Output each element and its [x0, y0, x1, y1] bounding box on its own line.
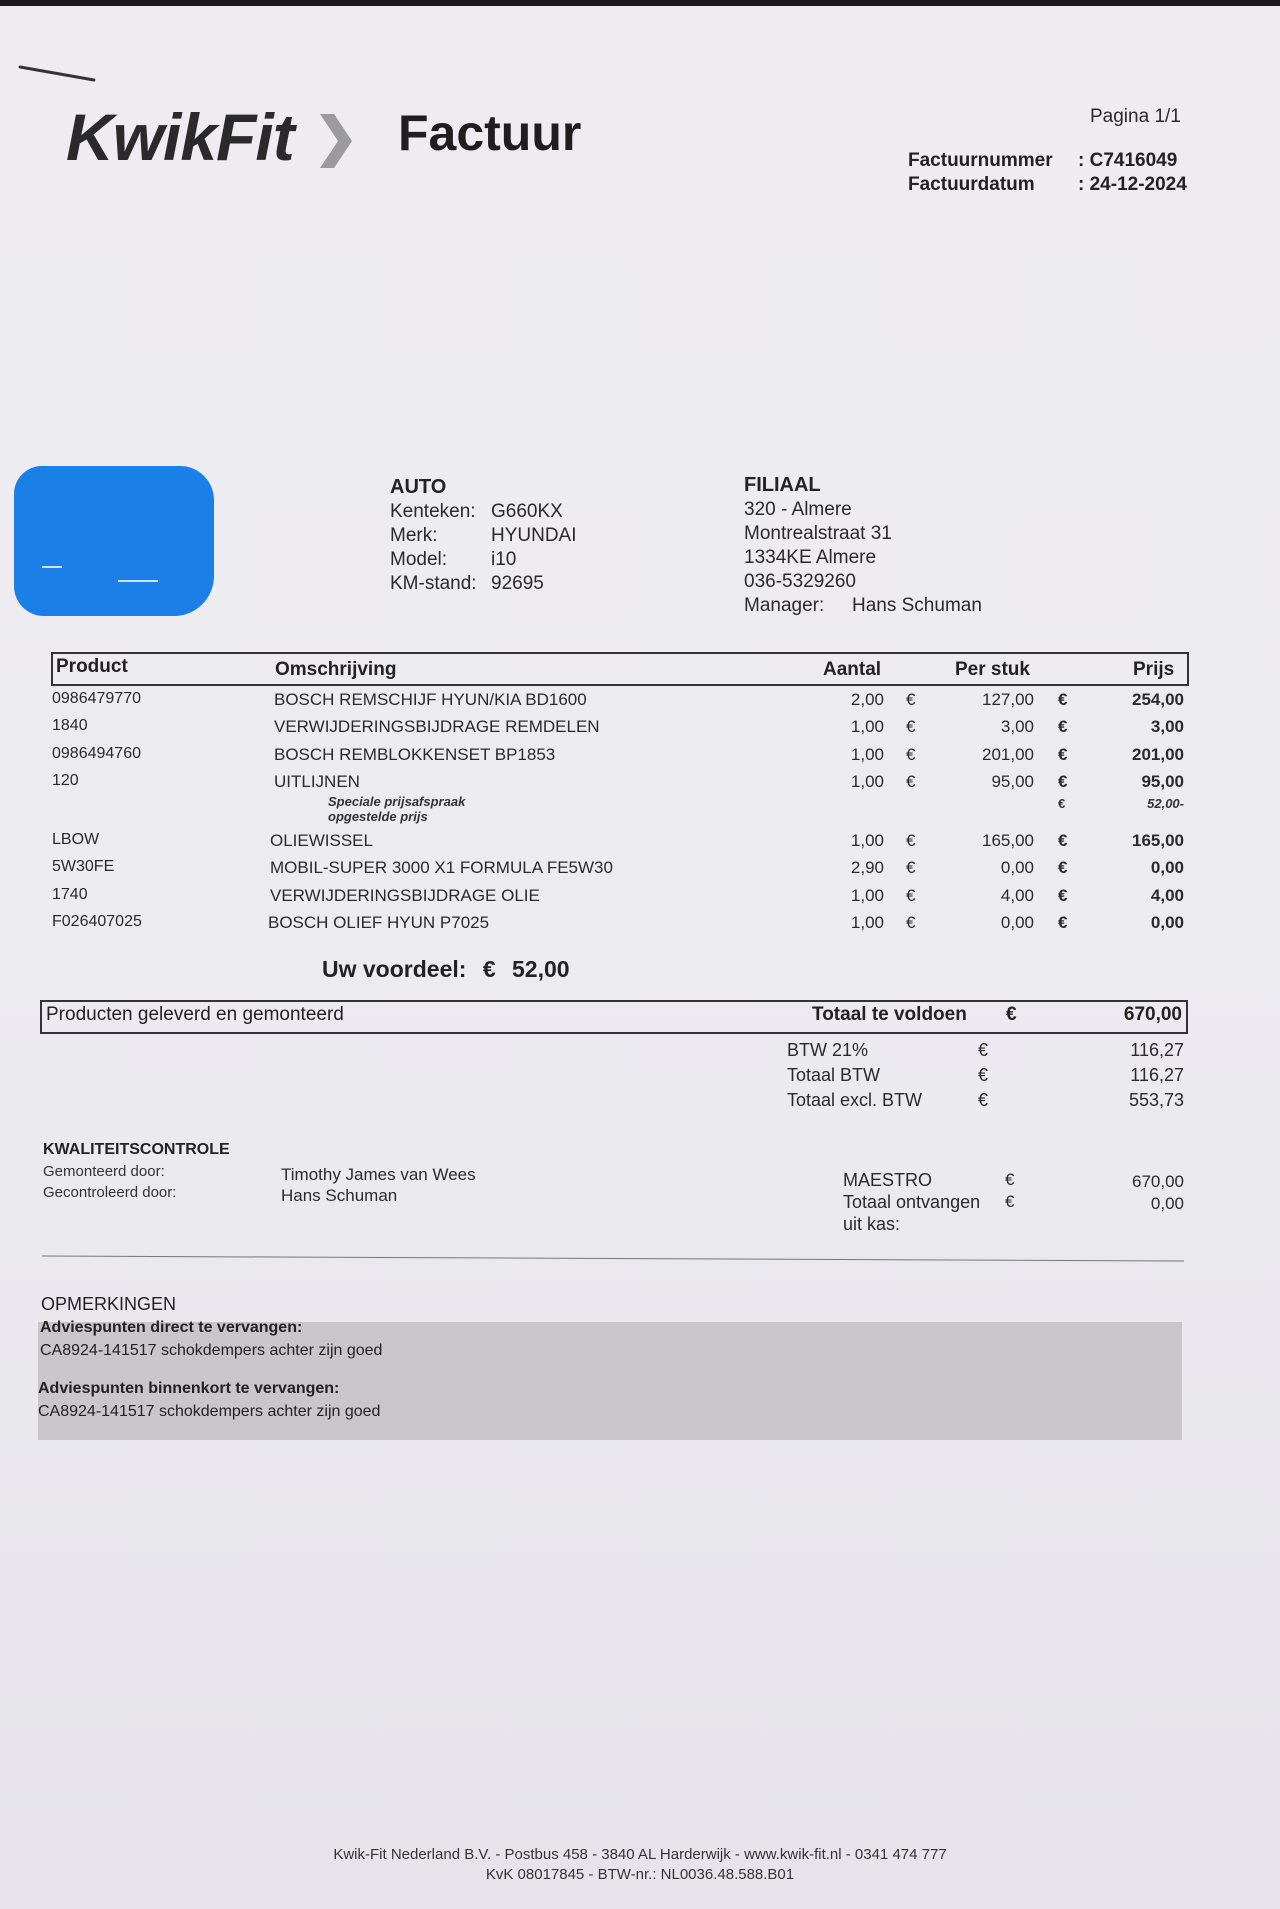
car-make: HYUNDAI	[491, 525, 577, 546]
advice-soon-label: Adviespunten binnenkort te vervangen:	[38, 1380, 340, 1397]
footer-address: Kwik-Fit Nederland B.V. - Postbus 458 - 3840 AL Harderwijk - www.kwik-fit.nl - 0341 474 777	[333, 1846, 947, 1863]
quantity: 1,00	[850, 717, 884, 736]
advice-direct-text: CA8924-141517 schokdempers achter zijn goed	[40, 1342, 383, 1359]
table-row	[0, 690, 1280, 714]
quantity: 1,00	[850, 886, 884, 905]
currency: €	[978, 1065, 989, 1085]
auto-field-label: KM-stand:	[390, 573, 477, 594]
quantity: 2,00	[850, 690, 884, 709]
currency: €	[1058, 690, 1068, 709]
mounted-by: Timothy James van Wees	[281, 1165, 476, 1184]
product-description: BOSCH REMSCHIJF HYUN/KIA BD1600	[274, 690, 587, 709]
table-row	[0, 745, 1280, 769]
received-label: uit kas:	[843, 1214, 901, 1234]
currency: €	[1005, 1192, 1015, 1211]
auto-field-label: Model:	[390, 549, 448, 570]
currency: €	[1058, 772, 1068, 791]
unit-price: 4,00	[1000, 886, 1034, 905]
product-code: 1740	[52, 886, 88, 903]
unit-price: 0,00	[1000, 913, 1034, 932]
line-price: 95,00	[1141, 772, 1184, 791]
table-row	[0, 717, 1280, 741]
received-amount: 0,00	[1150, 1194, 1184, 1213]
received-label: Totaal ontvangen	[843, 1192, 981, 1212]
divider	[42, 1256, 1184, 1262]
line-price: 0,00	[1150, 913, 1184, 932]
total-label: Totaal te voldoen	[812, 1004, 967, 1025]
currency: €	[978, 1040, 989, 1060]
invoice-date-label: Factuurdatum	[908, 174, 1035, 195]
special-price-note: opgestelde prijs	[328, 809, 428, 824]
unit-price: 165,00	[982, 831, 1034, 850]
currency: €	[482, 956, 496, 982]
discount-amount: 52,00-	[1147, 796, 1184, 811]
pen-mark	[18, 65, 95, 81]
redacted-customer-address	[14, 466, 214, 616]
line-price: 0,00	[1150, 858, 1184, 877]
currency: €	[906, 913, 916, 932]
quantity: 1,00	[850, 772, 884, 791]
line-price: 201,00	[1132, 745, 1184, 764]
product-code: 0986479770	[52, 690, 141, 707]
product-code: 120	[52, 772, 79, 789]
advice-direct-label: Adviespunten direct te vervangen:	[40, 1319, 303, 1336]
unit-price: 95,00	[991, 772, 1034, 791]
currency: €	[978, 1090, 989, 1110]
payment-amount: 670,00	[1132, 1172, 1184, 1191]
table-row	[0, 886, 1280, 910]
currency: €	[906, 690, 916, 709]
manager-name: Hans Schuman	[852, 595, 982, 616]
auto-heading: AUTO	[390, 476, 447, 498]
advantage-label: Uw voordeel:	[322, 956, 467, 982]
col-price: Prijs	[1133, 659, 1175, 680]
product-code: LBOW	[52, 831, 100, 848]
auto-field-label: Kenteken:	[390, 501, 476, 522]
currency: €	[1058, 858, 1068, 877]
currency: €	[1058, 717, 1068, 736]
chevron-right-icon	[318, 112, 354, 170]
currency: €	[906, 886, 916, 905]
branch-line: Montrealstraat 31	[744, 523, 892, 544]
total-amount: 670,00	[1123, 1004, 1182, 1025]
currency: €	[1058, 796, 1066, 811]
branch-phone: 036-5329260	[744, 571, 856, 592]
footer-registration: KvK 08017845 - BTW-nr.: NL0036.48.588.B01	[485, 1866, 795, 1883]
table-header	[51, 652, 1189, 686]
mounted-by-label: Gemonteerd door:	[43, 1163, 165, 1180]
remarks-heading: OPMERKINGEN	[41, 1294, 177, 1314]
manager-label: Manager:	[744, 595, 825, 616]
checked-by-label: Gecontroleerd door:	[43, 1184, 177, 1201]
vat-amount: 116,27	[1130, 1040, 1184, 1060]
unit-price: 127,00	[982, 690, 1034, 709]
excl-vat-label: Totaal excl. BTW	[787, 1090, 923, 1110]
currency: €	[906, 717, 916, 736]
col-unit-price: Per stuk	[955, 659, 1030, 680]
excl-vat-amount: 553,73	[1128, 1090, 1184, 1110]
line-price: 4,00	[1150, 886, 1184, 905]
product-code: 5W30FE	[52, 858, 115, 875]
line-price: 165,00	[1132, 831, 1184, 850]
unit-price: 201,00	[982, 745, 1034, 764]
payment-method: MAESTRO	[843, 1170, 933, 1190]
kwikfit-logo: KwikFit	[66, 100, 294, 174]
total-vat-label: Totaal BTW	[787, 1065, 881, 1085]
license-plate: G660KX	[491, 501, 563, 522]
table-row	[0, 772, 1280, 796]
total-bar	[40, 1000, 1188, 1034]
unit-price: 3,00	[1000, 717, 1034, 736]
auto-field-label: Merk:	[390, 525, 438, 546]
product-code: F026407025	[52, 913, 142, 930]
odometer: 92695	[491, 573, 544, 594]
currency: €	[906, 745, 916, 764]
line-price: 3,00	[1150, 717, 1184, 736]
quality-heading: KWALITEITSCONTROLE	[43, 1141, 230, 1158]
quantity: 1,00	[850, 913, 884, 932]
table-row	[0, 858, 1280, 882]
invoice-date: : 24-12-2024	[1078, 174, 1187, 195]
page-title: Factuur	[398, 105, 582, 161]
currency: €	[906, 831, 916, 850]
car-model: i10	[491, 549, 517, 570]
currency: €	[1006, 1004, 1017, 1025]
scan-top-edge	[0, 0, 1280, 6]
currency: €	[906, 772, 916, 791]
table-row	[0, 913, 1280, 937]
currency: €	[906, 858, 916, 877]
unit-price: 0,00	[1000, 858, 1034, 877]
page-number: Pagina 1/1	[1090, 106, 1181, 127]
delivery-note: Producten geleverd en gemonteerd	[46, 1004, 344, 1025]
product-description: VERWIJDERINGSBIJDRAGE OLIE	[270, 886, 540, 905]
branch-heading: FILIAAL	[744, 474, 821, 496]
quantity: 1,00	[850, 745, 884, 764]
product-code: 0986494760	[52, 745, 141, 762]
currency: €	[1058, 831, 1068, 850]
product-description: VERWIJDERINGSBIJDRAGE REMDELEN	[274, 717, 600, 736]
table-row	[0, 831, 1280, 855]
special-price-note: Speciale prijsafspraak	[328, 794, 466, 809]
branch-line: 320 - Almere	[744, 499, 852, 520]
product-description: BOSCH OLIEF HYUN P7025	[268, 913, 490, 932]
invoice-number: : C7416049	[1078, 150, 1178, 171]
product-description: UITLIJNEN	[274, 772, 360, 791]
col-description: Omschrijving	[275, 659, 397, 680]
col-qty: Aantal	[823, 659, 882, 680]
advice-soon-text: CA8924-141517 schokdempers achter zijn goed	[38, 1403, 381, 1420]
product-description: OLIEWISSEL	[270, 831, 373, 850]
invoice-number-label: Factuurnummer	[908, 150, 1053, 171]
branch-line: 1334KE Almere	[744, 547, 877, 568]
currency: €	[1005, 1170, 1015, 1189]
total-vat-amount: 116,27	[1130, 1065, 1184, 1085]
customer-advantage	[322, 956, 570, 983]
currency: €	[1058, 745, 1068, 764]
advantage-amount: 52,00	[512, 956, 570, 982]
line-price: 254,00	[1132, 690, 1184, 709]
quantity: 2,90	[850, 858, 884, 877]
product-code: 1840	[52, 717, 88, 734]
product-description: BOSCH REMBLOKKENSET BP1853	[274, 745, 556, 764]
col-product: Product	[56, 656, 128, 677]
checked-by: Hans Schuman	[281, 1186, 398, 1205]
vat-label: BTW 21%	[787, 1040, 869, 1060]
currency: €	[1058, 886, 1068, 905]
quantity: 1,00	[850, 831, 884, 850]
currency: €	[1058, 913, 1068, 932]
product-description: MOBIL-SUPER 3000 X1 FORMULA FE5W30	[270, 858, 613, 877]
